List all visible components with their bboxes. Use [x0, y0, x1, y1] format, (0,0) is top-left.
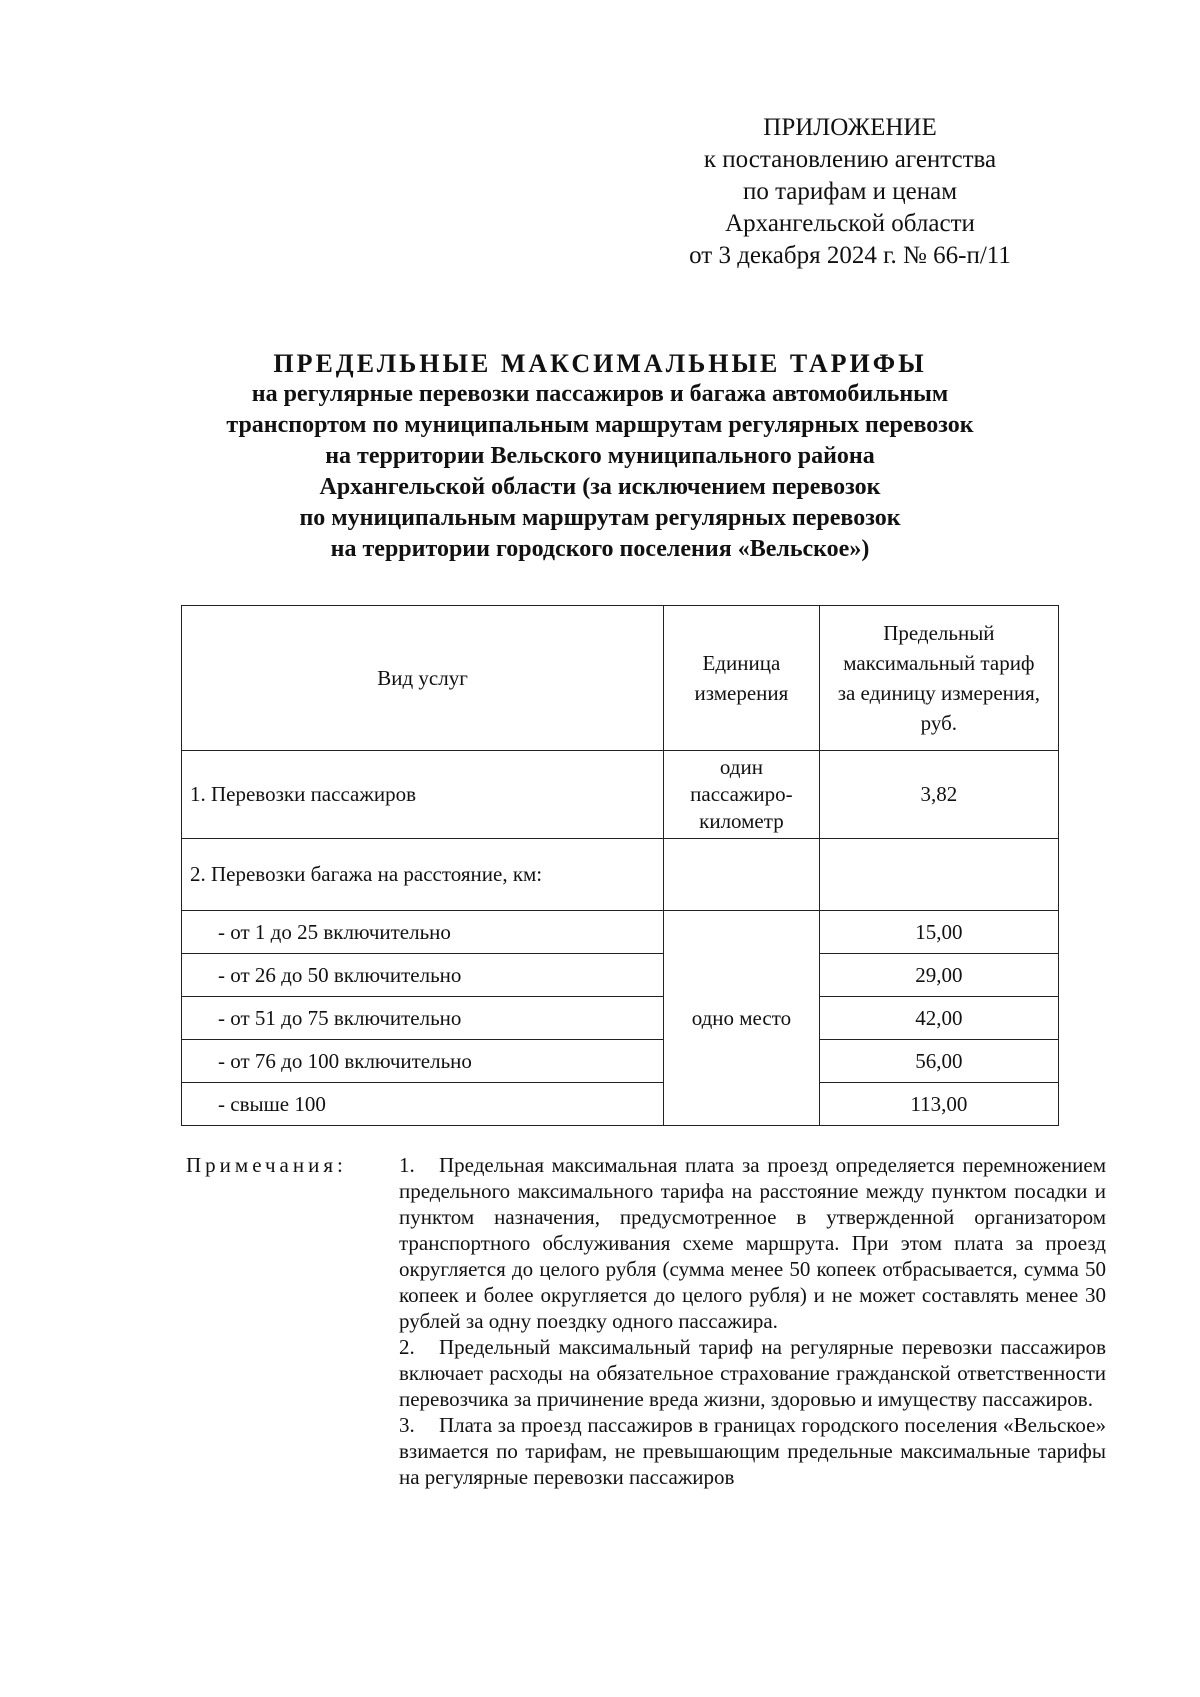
baggage-tariff: 113,00	[819, 1083, 1058, 1126]
table-row	[182, 997, 1059, 1040]
baggage-header: 2. Перевозки багажа на расстояние, км:	[182, 839, 664, 911]
table-row	[182, 1040, 1059, 1083]
appendix-line: от 3 декабря 2024 г. № 66-п/11	[689, 242, 1011, 269]
header-tariff-line: максимальный тариф	[843, 651, 1035, 675]
notes-list	[399, 1152, 1106, 1490]
baggage-range: - от 76 до 100 включительно	[182, 1040, 664, 1083]
header-tariff	[819, 606, 1058, 751]
baggage-range: - от 1 до 25 включительно	[182, 911, 664, 954]
baggage-range: - от 51 до 75 включительно	[182, 997, 664, 1040]
table-row	[182, 954, 1059, 997]
table-row	[182, 751, 1059, 839]
baggage-tariff: 56,00	[819, 1040, 1058, 1083]
tariff-table	[181, 605, 1059, 1126]
note-item	[399, 1334, 1106, 1412]
passengers-unit-line: один	[719, 755, 763, 779]
baggage-tariff: 29,00	[819, 954, 1058, 997]
table-header-row	[182, 606, 1059, 751]
header-tariff-line: Предельный	[883, 621, 995, 645]
table-row	[182, 911, 1059, 954]
baggage-tariff: 42,00	[819, 997, 1058, 1040]
passengers-unit-line: километр	[699, 809, 784, 833]
header-unit	[664, 606, 820, 751]
document-title-line: на территории городского поселения «Вельское»)	[330, 536, 870, 562]
header-unit-line: Единица	[702, 651, 781, 675]
document-title-line: на регулярные перевозки пассажиров и багажа автомобильным	[251, 381, 949, 407]
passengers-unit-line: пассажиро-	[690, 782, 793, 806]
table-row	[182, 1083, 1059, 1126]
document-title-line: транспортом по муниципальным маршрутам регулярных перевозок	[226, 412, 974, 438]
note-text: Предельная максимальная плата за проезд определяется перемножением предельного максимального тарифа на расстояние между пунктом посадки и пунктом назначения, предусмотренное в утвержденной организатором транспортного обслуживания схеме маршрута. При этом плата за проезд округляется до целого рубля (сумма менее 50 копеек отбрасывается, сумма 50 копеек и более округляется до целого рубля) и не может составлять менее 30 рублей за одну поездку одного пассажира.	[399, 1153, 1106, 1333]
appendix-header	[640, 112, 1060, 272]
note-item	[399, 1152, 1106, 1334]
appendix-line: к постановлению агентства	[703, 146, 997, 173]
passengers-tariff: 3,82	[819, 751, 1058, 839]
appendix-line: по тарифам и ценам	[742, 178, 958, 205]
baggage-unit: одно место	[664, 911, 820, 1126]
note-item	[399, 1412, 1106, 1490]
table-row	[182, 839, 1059, 911]
document-title	[140, 348, 1060, 565]
appendix-title: ПРИЛОЖЕНИЕ	[763, 114, 937, 141]
baggage-tariff: 15,00	[819, 911, 1058, 954]
header-unit-line: измерения	[694, 681, 789, 705]
document-title-main: ПРЕДЕЛЬНЫЕ МАКСИМАЛЬНЫЕ ТАРИФЫ	[273, 349, 927, 378]
notes-label: Примечания:	[186, 1153, 347, 1177]
header-tariff-line: за единицу измерения,	[837, 681, 1041, 705]
appendix-line: Архангельской области	[725, 210, 975, 237]
document-title-line: по муниципальным маршрутам регулярных перевозок	[299, 505, 901, 531]
empty-cell	[664, 839, 820, 911]
passengers-service: 1. Перевозки пассажиров	[182, 751, 664, 839]
document-title-line: на территории Вельского муниципального района	[325, 443, 875, 469]
baggage-range: - от 26 до 50 включительно	[182, 954, 664, 997]
note-number: 3.	[399, 1413, 415, 1437]
note-number: 1.	[399, 1153, 415, 1177]
document-title-line: Архангельской области (за исключением перевозок	[319, 474, 881, 500]
empty-cell	[819, 839, 1058, 911]
note-number: 2.	[399, 1335, 415, 1359]
baggage-range: - свыше 100	[182, 1083, 664, 1126]
header-tariff-line: руб.	[920, 711, 958, 735]
note-text: Предельный максимальный тариф на регулярные перевозки пассажиров включает расходы на обязательное страхование гражданской ответственности перевозчика за причинение вреда жизни, здоровью и имуществу пассажиров.	[399, 1335, 1106, 1411]
passengers-unit	[664, 751, 820, 839]
note-text: Плата за проезд пассажиров в границах городского поселения «Вельское» взимается по тарифам, не превышающим предельные максимальные тарифы на регулярные перевозки пассажиров	[399, 1413, 1106, 1489]
header-service: Вид услуг	[182, 606, 664, 751]
